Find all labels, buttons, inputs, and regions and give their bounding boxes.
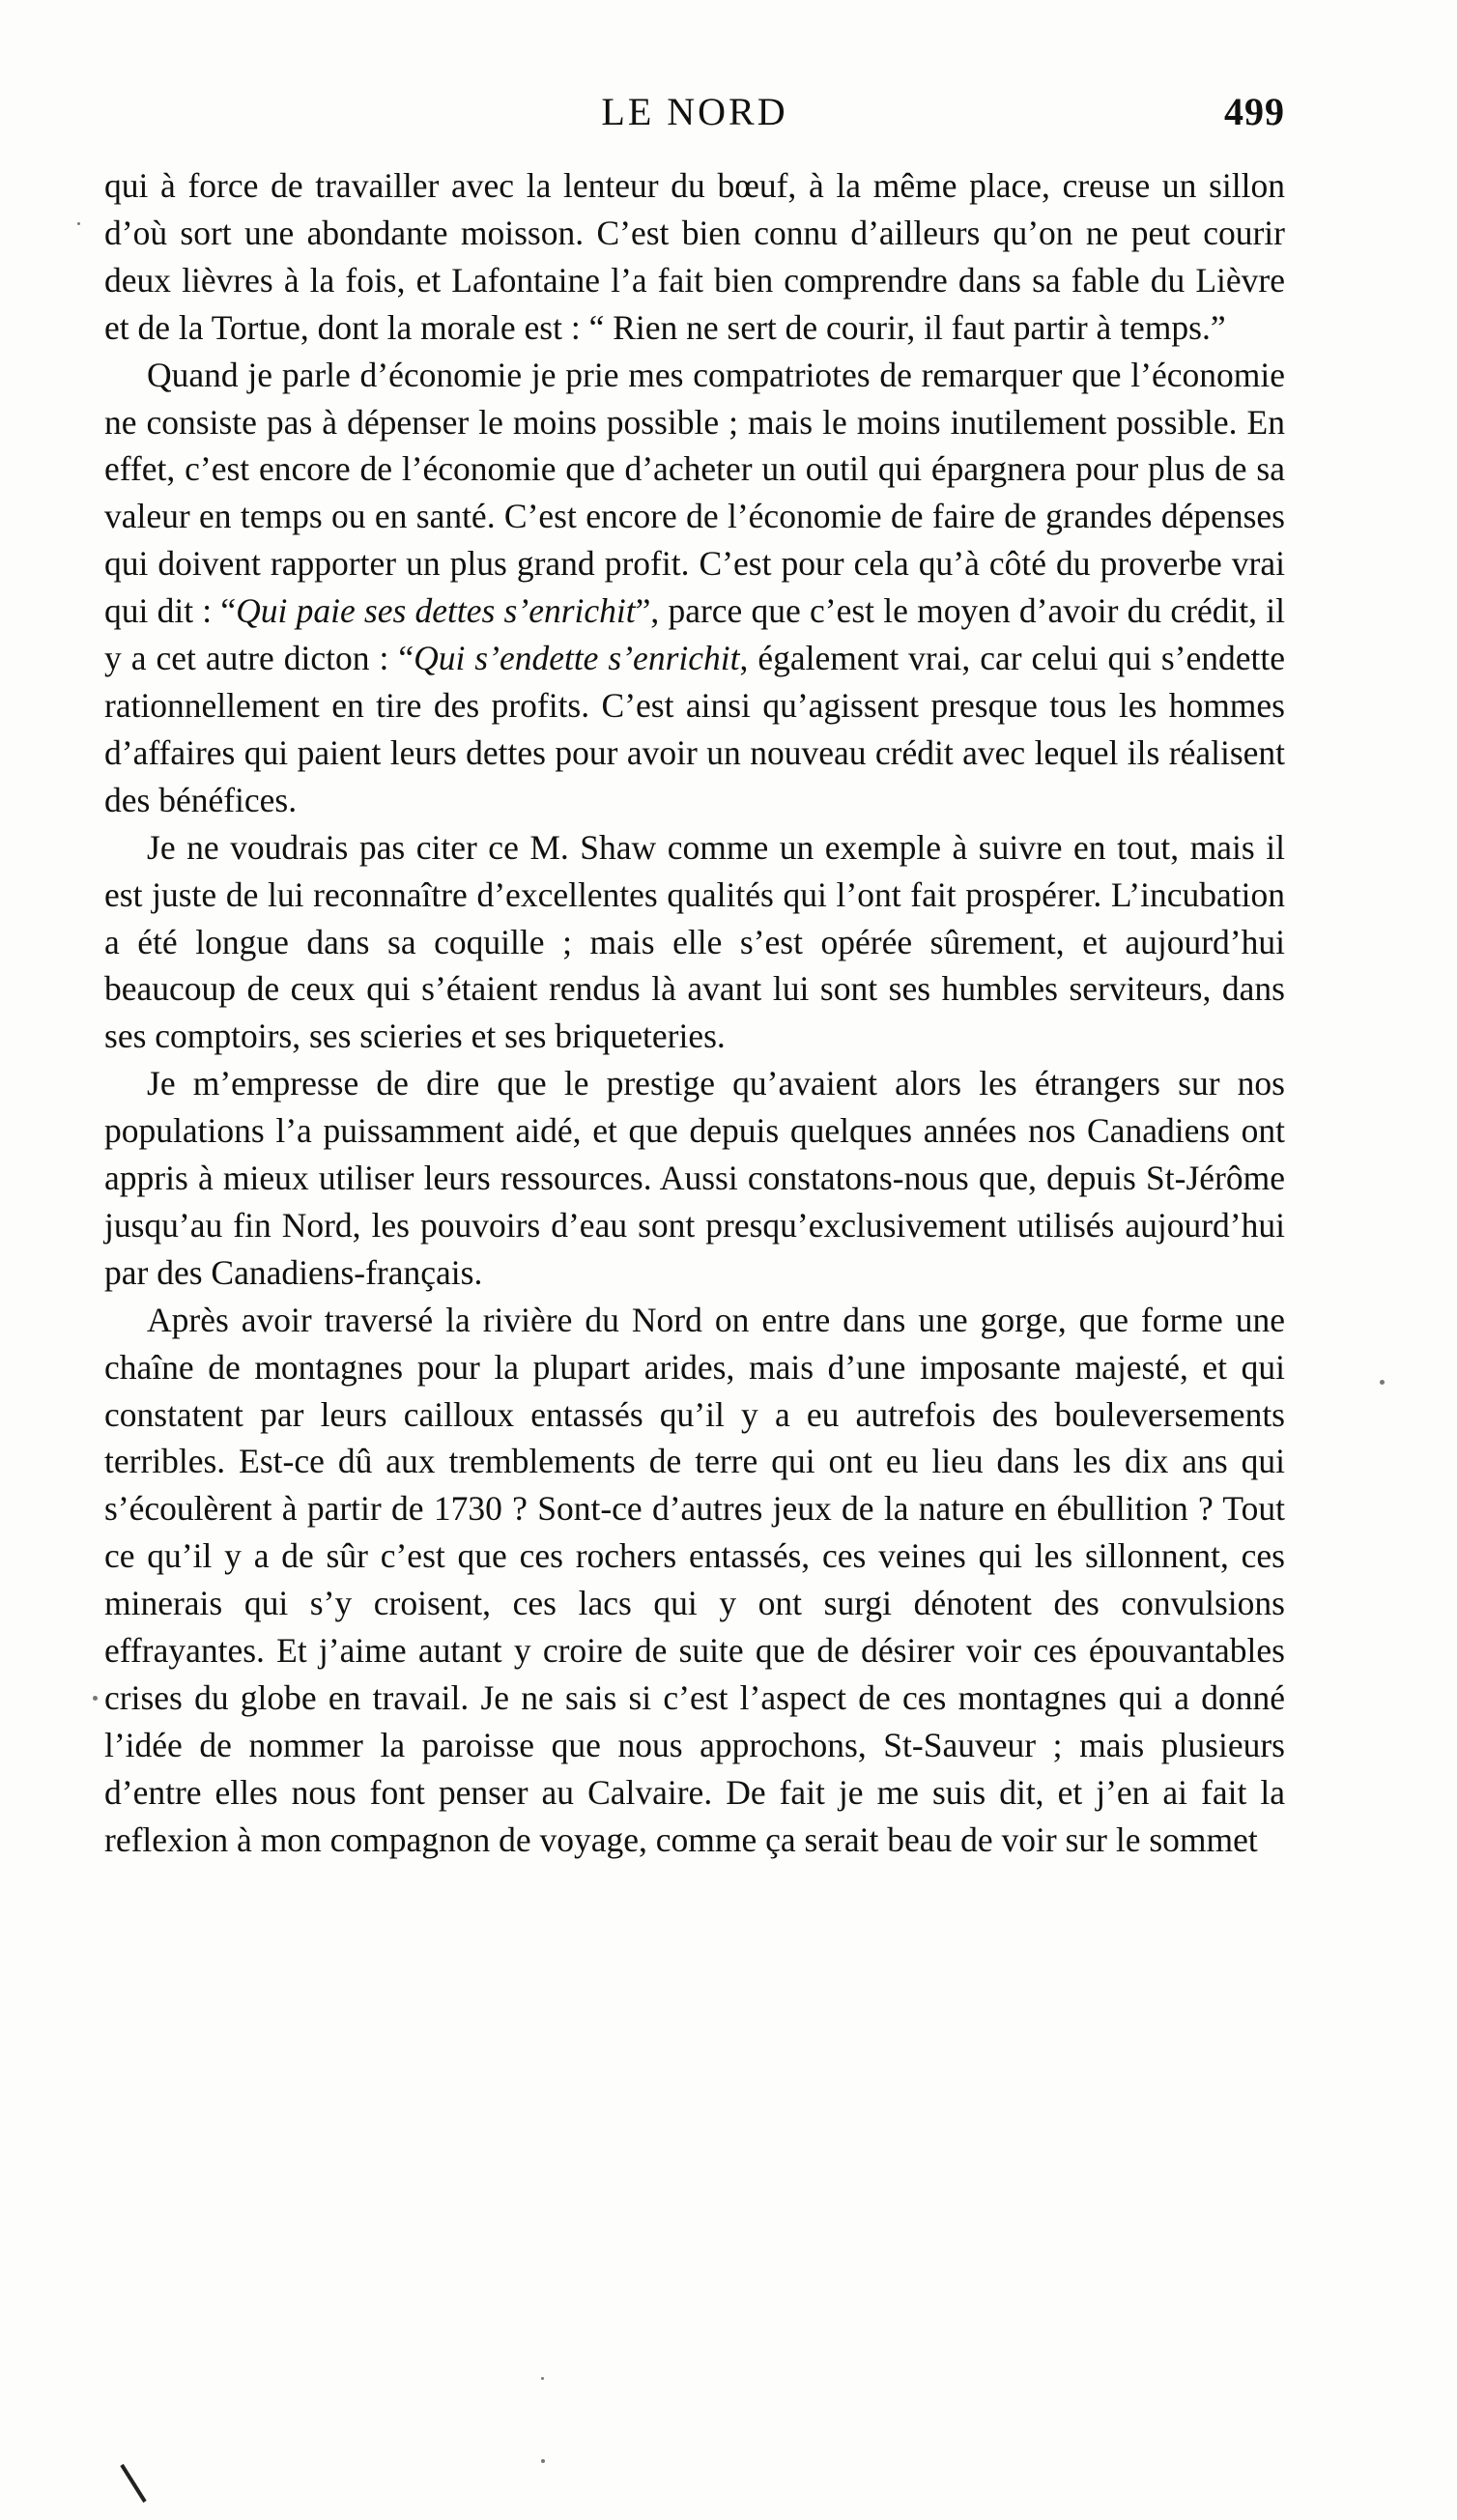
scan-mark-stroke — [122, 2465, 145, 2502]
scan-speck — [77, 222, 80, 225]
paragraph-continuation: qui à force de travailler avec la lenteur du bœuf, à la même place, creuse un sillon d’où sort une abondante moisson. C’est bien connu d’ailleurs qu’on ne peut courir deux lièvres à la fois, et Lafontaine l’a fait bien comprendre dans sa fable du Lièvre et de la Tortue, dont la morale est : “ Rien ne sert de courir, il faut partir à temps.” — [104, 166, 1285, 347]
running-title: LE NORD — [601, 90, 788, 133]
paragraph-text: Quand je parle d’économie je prie mes compatriotes de remarquer que l’économie ne consiste pas à dépenser le moins possible ; mais le moins inutilement possible. En effet, c’est encore de l’économie que d’acheter un outil qui épargnera pour plus de sa valeur en temps ou en santé. C’est encore de l’économie de faire de grandes dépenses qui doivent rapporter un plus grand profit. C’est pour cela qu’à côté du proverbe vrai qui dit : “ — [104, 355, 1285, 631]
italic-quote-proverb: Qui paie ses dettes s’enrichit — [236, 591, 636, 631]
paragraph-text: ”, parce que c’est le moyen d’avoir du crédit, il y a cet autre dicton : “ — [104, 591, 1285, 678]
running-header — [104, 89, 1285, 139]
paragraph-prestige: Je m’empresse de dire que le prestige qu’avaient alors les étrangers sur nos populations l’a puissamment aidé, et que depuis quelques années nos Canadiens ont appris à mieux utiliser leurs ressources. Aussi constatons-nous que, depuis St-Jérôme jusqu’au fin Nord, les pouvoirs d’eau sont presqu’exclusivement utilisés aujourd’hui par des Canadiens-français. — [104, 1064, 1285, 1292]
paragraph-text: , également vrai, car celui qui s’endette rationnellement en tire des profits. C’est ainsi qu’agissent presque tous les hommes d’affaires qui paient leurs dettes pour avoir un nouveau crédit avec lequel ils réalisent des bénéfices. — [104, 639, 1285, 819]
scan-speck — [1380, 1380, 1385, 1385]
paragraph-economie — [104, 352, 1285, 824]
scan-speck — [541, 2459, 545, 2463]
scan-mark — [116, 2459, 155, 2507]
paragraph-shaw: Je ne voudrais pas citer ce M. Shaw comme un exemple à suivre en tout, mais il est juste de lui reconnaître d’excellentes qualités qui l’ont fait prospérer. L’incubation a été longue dans sa coquille ; mais elle s’est opérée sûrement, et aujourd’hui beaucoup de ceux qui s’étaient rendus là avant lui sont ses humbles serviteurs, dans ses comptoirs, ses scieries et ses briqueteries. — [104, 827, 1285, 1056]
scan-speck — [93, 1696, 98, 1701]
paragraph-riviere: Après avoir traversé la rivière du Nord on entre dans une gorge, que forme une chaîne de montagnes pour la plupart arides, mais d’une imposante majesté, et qui constatent par leurs cailloux entassés qu’il y a eu autrefois des bouleversements terribles. Est-ce dû aux tremblements de terre qui ont eu lieu dans les dix ans qui s’écoulèrent à partir de 1730 ? Sont-ce d’autres jeux de la nature en ébullition ? Tout ce qu’il y a de sûr c’est que ces rochers entassés, ces veines qui les sillonnent, ces minerais qui s’y croisent, ces lacs qui y ont surgi dénotent des convulsions effrayantes. Et j’aime autant y croire de suite que de désirer voir ces épouvantables crises du globe en travail. Je ne sais si c’est l’aspect de ces montagnes qui a donné l’idée de nommer la paroisse que nous approchons, St-Sauveur ; mais plusieurs d’entre elles nous font penser au Calvaire. De fait je me suis dit, et j’en ai fait la reflexion à mon compagnon de voyage, comme ça serait beau de voir sur le sommet — [104, 1300, 1285, 1859]
scan-speck — [541, 2377, 544, 2380]
italic-quote-dicton: Qui s’endette s’enrichit — [414, 639, 740, 678]
page-number: 499 — [1224, 90, 1285, 133]
body-text — [104, 162, 1285, 1864]
